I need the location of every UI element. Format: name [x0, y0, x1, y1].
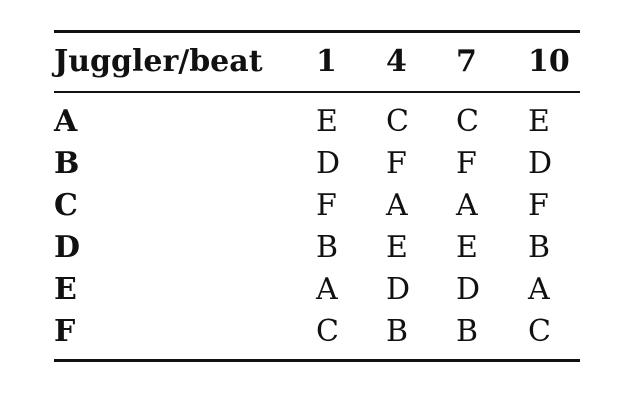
header-beat-1: 1 [316, 44, 337, 79]
cell-beat-1: B [316, 230, 339, 265]
row-juggler: A [54, 104, 78, 139]
juggler-beat-table [54, 33, 580, 91]
table-row [54, 185, 580, 227]
bottom-rule [54, 359, 580, 362]
cell-beat-7: F [456, 146, 477, 181]
table-row [54, 269, 580, 311]
table-row [54, 227, 580, 269]
cell-beat-7: B [456, 314, 479, 349]
cell-beat-4: A [386, 188, 408, 223]
cell-beat-4: F [386, 146, 407, 181]
cell-beat-7: C [456, 104, 479, 139]
cell-beat-7: A [456, 188, 478, 223]
row-juggler: D [54, 230, 81, 265]
row-juggler: B [54, 146, 80, 181]
juggling-table [54, 30, 580, 362]
header-beat-10: 10 [528, 44, 570, 79]
cell-beat-10: D [528, 146, 553, 181]
cell-beat-10: A [528, 272, 550, 307]
cell-beat-1: D [316, 146, 341, 181]
cell-beat-1: F [316, 188, 337, 223]
cell-beat-7: D [456, 272, 481, 307]
row-juggler: E [54, 272, 77, 307]
header-row [54, 33, 580, 91]
cell-beat-10: E [528, 104, 550, 139]
juggler-beat-table-body [54, 93, 580, 359]
cell-beat-10: F [528, 188, 549, 223]
cell-beat-1: A [316, 272, 338, 307]
cell-beat-4: C [386, 104, 409, 139]
cell-beat-10: C [528, 314, 551, 349]
cell-beat-10: B [528, 230, 551, 265]
table-row [54, 143, 580, 185]
table-row [54, 311, 580, 359]
cell-beat-1: C [316, 314, 339, 349]
row-juggler: F [54, 314, 76, 349]
cell-beat-4: D [386, 272, 411, 307]
header-beat-7: 7 [456, 44, 477, 79]
cell-beat-7: E [456, 230, 478, 265]
row-juggler: C [54, 188, 78, 223]
table-row [54, 93, 580, 143]
cell-beat-4: B [386, 314, 409, 349]
header-juggler-beat: Juggler/beat [54, 44, 263, 79]
cell-beat-1: E [316, 104, 338, 139]
cell-beat-4: E [386, 230, 408, 265]
header-beat-4: 4 [386, 44, 407, 79]
